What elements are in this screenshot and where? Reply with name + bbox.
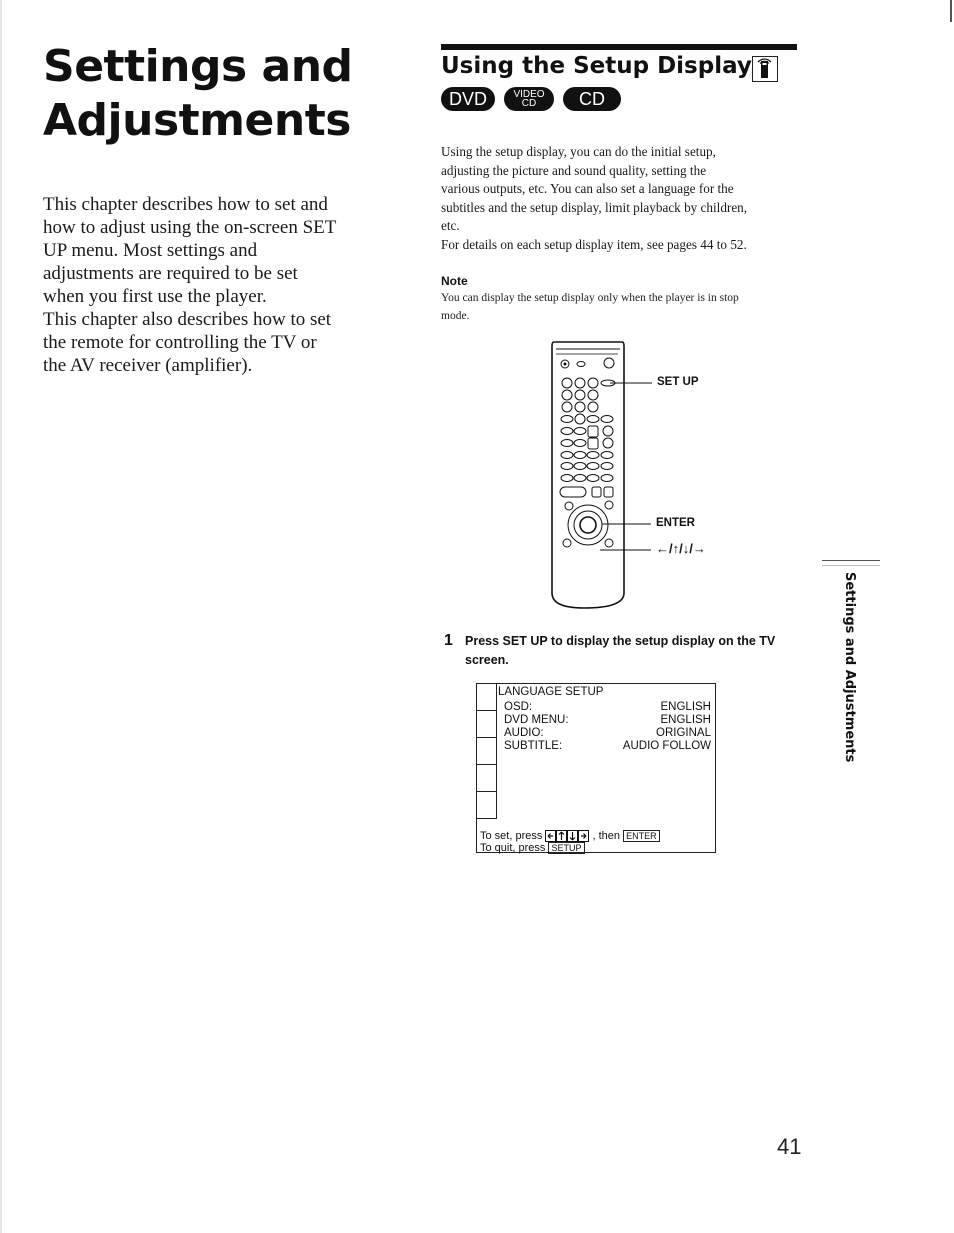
osd-quit-instruction bbox=[480, 842, 585, 854]
body-line: various outputs, etc. You can also set a language for the bbox=[441, 181, 734, 196]
chapter-title-line2: Adjustments bbox=[43, 95, 351, 146]
osd-set-instruction bbox=[480, 830, 660, 842]
osd-quit-prefix: To quit, press bbox=[480, 842, 546, 854]
osd-row bbox=[504, 714, 711, 728]
osd-tab bbox=[477, 792, 497, 819]
body-line: adjusting the picture and sound quality, setting the bbox=[441, 162, 707, 178]
intro-line: UP menu. Most settings and bbox=[43, 240, 258, 261]
note-text bbox=[441, 289, 801, 325]
osd-tab bbox=[477, 711, 497, 738]
osd-set-prefix: To set, press bbox=[480, 830, 543, 842]
page-edge bbox=[0, 0, 2, 1233]
osd-row-value: ENGLISH bbox=[660, 714, 711, 726]
body-line: Using the setup display, you can do the initial setup, bbox=[441, 144, 716, 159]
step-1 bbox=[444, 632, 804, 670]
direction-keys-icon bbox=[545, 830, 589, 842]
osd-row-value: AUDIO FOLLOW bbox=[622, 740, 711, 752]
note-line: mode. bbox=[441, 310, 470, 322]
dvd-badge: DVD bbox=[441, 87, 495, 111]
osd-heading: LANGUAGE SETUP bbox=[498, 686, 604, 698]
intro-line: the AV receiver (amplifier). bbox=[43, 355, 253, 376]
body-line: subtitles and the setup display, limit playback by children, bbox=[441, 199, 748, 215]
intro-line: the remote for controlling the TV or bbox=[43, 332, 317, 353]
osd-set-then: , then bbox=[592, 830, 621, 842]
page-number: 41 bbox=[777, 1134, 802, 1159]
osd-row bbox=[504, 740, 711, 754]
side-tab-marker bbox=[822, 560, 880, 566]
osd-tab bbox=[477, 684, 497, 711]
remote-icon bbox=[752, 56, 778, 82]
osd-row bbox=[504, 727, 711, 741]
osd-row-label: SUBTITLE: bbox=[504, 740, 563, 752]
osd-tab bbox=[477, 738, 497, 765]
step-text: Press SET UP to display the setup display on the TV screen. bbox=[465, 634, 776, 667]
osd-tab-column bbox=[477, 684, 497, 819]
chapter-title bbox=[43, 40, 383, 148]
osd-row-value: ENGLISH bbox=[660, 701, 711, 713]
osd-row-label: DVD MENU: bbox=[504, 714, 569, 726]
osd-tab bbox=[477, 765, 497, 792]
intro-line: adjustments are required to be set bbox=[43, 263, 298, 284]
setup-key: SETUP bbox=[548, 842, 584, 854]
intro-line: This chapter also describes how to set bbox=[43, 309, 332, 330]
intro-line: how to adjust using the on-screen SET bbox=[43, 217, 337, 238]
osd-row-value: ORIGINAL bbox=[656, 727, 711, 739]
osd-row-label: OSD: bbox=[504, 701, 533, 713]
section-title: Using the Setup Display bbox=[441, 53, 752, 79]
video-cd-badge-line2: CD bbox=[521, 98, 537, 109]
cd-badge: CD bbox=[563, 87, 621, 111]
page-edge-mark bbox=[950, 0, 952, 22]
section-body bbox=[441, 143, 801, 254]
video-cd-badge bbox=[504, 87, 554, 111]
setup-display-screen bbox=[476, 683, 716, 853]
intro-line: when you first use the player. bbox=[43, 286, 267, 307]
side-tab-label: Settings and Adjustments bbox=[842, 572, 857, 763]
arrow-keys-callout: ←/↑/↓/→ bbox=[656, 541, 706, 556]
setup-callout: SET UP bbox=[657, 376, 699, 388]
osd-row bbox=[504, 701, 711, 715]
note-heading: Note bbox=[441, 274, 468, 288]
intro-line: This chapter describes how to set and bbox=[43, 194, 328, 215]
enter-callout: ENTER bbox=[656, 517, 695, 529]
note-line: You can display the setup display only when the player is in stop bbox=[441, 292, 739, 304]
chapter-title-line1: Settings and bbox=[43, 41, 353, 92]
video-cd-badge-line1: VIDEO bbox=[513, 89, 545, 100]
enter-key: ENTER bbox=[623, 830, 660, 842]
body-line: etc. bbox=[441, 218, 460, 233]
remote-control-illustration bbox=[540, 338, 740, 613]
step-number: 1 bbox=[444, 632, 453, 649]
section-rule bbox=[441, 44, 797, 50]
osd-row-label: AUDIO: bbox=[504, 727, 544, 739]
body-line: For details on each setup display item, see pages 44 to 52. bbox=[441, 236, 747, 252]
chapter-intro bbox=[43, 193, 363, 377]
